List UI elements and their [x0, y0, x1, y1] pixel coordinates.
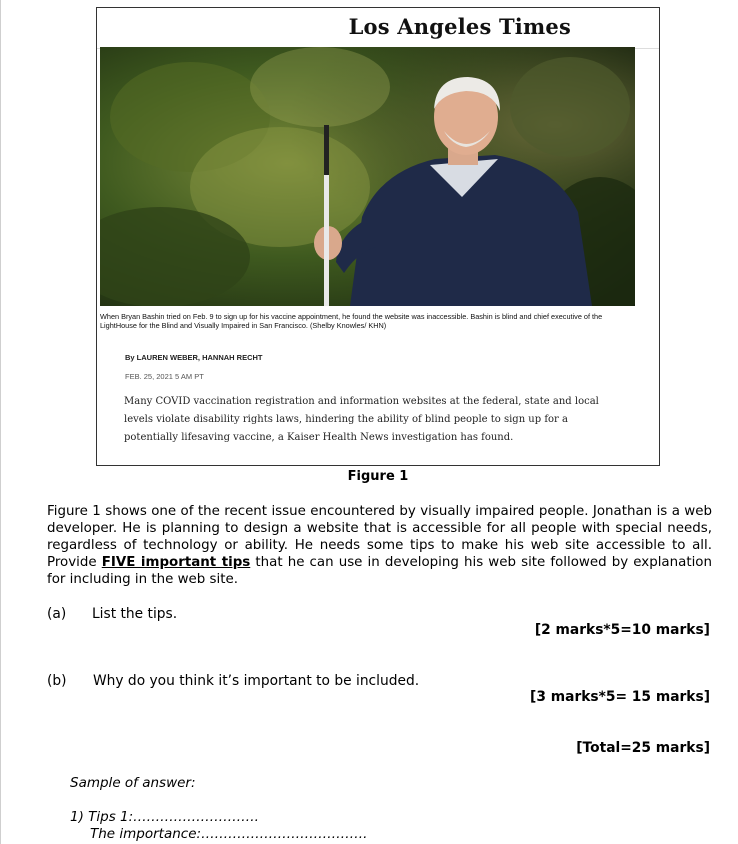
question-b-text: Why do you think it’s important to be included. — [93, 673, 420, 689]
sample-line-tips: 1) Tips 1:………………………. — [70, 809, 259, 825]
question-a-number: (a) — [47, 606, 67, 622]
photo-caption: When Bryan Bashin tried on Feb. 9 to sign up for his vaccine appointment, he found the website was inaccessible. Bashin is blind and chief executive of the LightHouse for the Blind and Visually Impaired in San Francisco. (Shelby Knowles/ KHN) — [100, 312, 603, 330]
photo-illustration — [100, 47, 635, 306]
question-a-marks: [2 marks*5=10 marks] — [534, 622, 710, 638]
intro-text-start: Figure 1 shows one of the recent issue encountered by visually impaired people. Jonathan is a web developer. He is planning to design a website that is accessible for all people with special needs, regardless of technology or ability. He needs some tips to make his web site accessible to all. Provide — [47, 504, 712, 570]
question-b-number: (b) — [47, 673, 67, 689]
figure-label: Figure 1 — [347, 469, 409, 484]
newspaper-masthead — [97, 8, 659, 49]
article-byline: By LAUREN WEBER, HANNAH RECHT — [125, 353, 263, 362]
news-photo — [100, 47, 635, 306]
question-intro — [47, 503, 712, 588]
page-margin-line — [0, 0, 1, 844]
question-b-marks: [3 marks*5= 15 marks] — [530, 689, 710, 705]
sample-line-importance: The importance:………………………………. — [90, 826, 368, 842]
question-a-text: List the tips. — [92, 606, 178, 622]
total-marks: [Total=25 marks] — [576, 740, 710, 756]
news-figure — [96, 7, 660, 466]
intro-text-end: that he can use in developing his web site followed by explanation for including in the web site. — [47, 555, 712, 587]
intro-emphasis: FIVE important tips — [101, 555, 251, 570]
article-lede: Many COVID vaccination registration and information websites at the federal, state and local levels violate disability rights laws, hindering the ability of blind people to sign up for a potentially lifesaving vaccine, a Kaiser Health News investigation has found. — [124, 396, 599, 443]
article-date: FEB. 25, 2021 5 AM PT — [125, 372, 204, 381]
sample-heading: Sample of answer: — [70, 775, 196, 791]
masthead-title: Los Angeles Times — [348, 14, 571, 39]
